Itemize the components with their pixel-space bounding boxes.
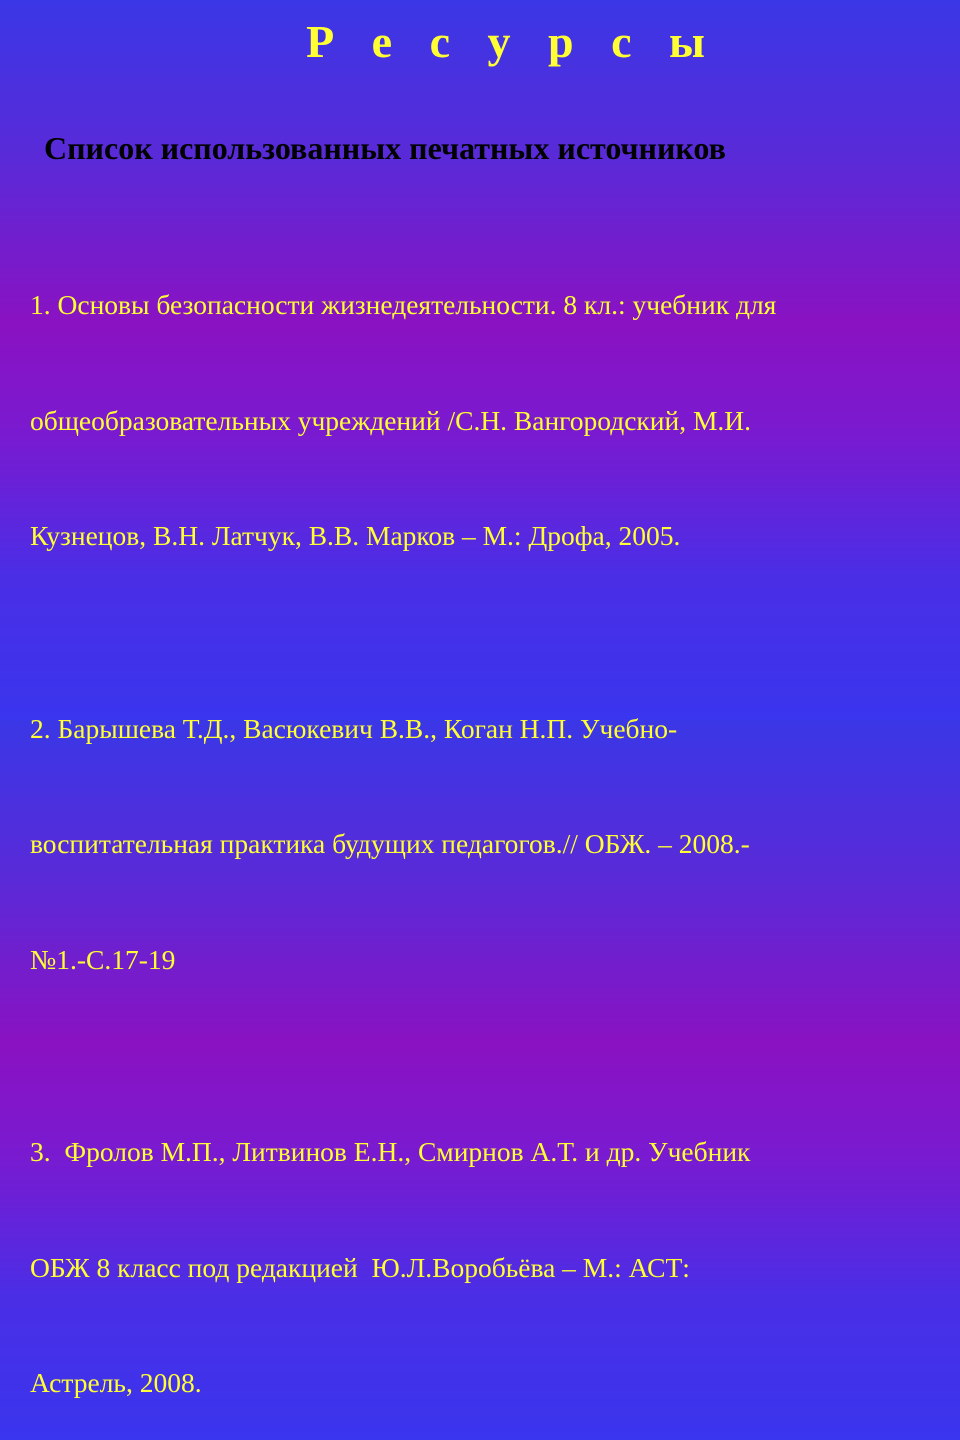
source-1-line-1: 1. Основы безопасности жизнедеятельности. 8 кл.: учебник для: [30, 289, 777, 320]
source-item-3: [30, 1056, 930, 1440]
slide-title: Р е с у р с ы: [306, 16, 718, 67]
source-1-line-2: общеобразовательных учреждений /С.Н. Вангородский, М.И.: [30, 404, 752, 436]
source-3-line-3: Астрель, 2008.: [30, 1367, 202, 1398]
source-item-2: [30, 633, 930, 1057]
sources-heading: Список использованных печатных источников: [44, 130, 726, 166]
source-1-line-3: Кузнецов, В.Н. Латчук, В.В. Марков – М.: Дрофа, 2005.: [30, 520, 681, 551]
sources-list: [30, 209, 930, 1440]
source-2-line-1: 2. Барышева Т.Д., Васюкевич В.В., Коган Н.П. Учебно-: [30, 712, 678, 744]
source-3-line-2: ОБЖ 8 класс под редакцией Ю.Л.Воробьёва – М.: АСТ:: [30, 1251, 690, 1283]
source-3-line-1: 3. Фролов М.П., Литвинов Е.Н., Смирнов А.Т. и др. Учебник: [30, 1136, 751, 1167]
source-2-line-2: воспитательная практика будущих педагогов.// ОБЖ. – 2008.-: [30, 828, 750, 859]
source-2-line-3: №1.-С.17-19: [30, 943, 176, 975]
source-item-1: [30, 209, 930, 633]
